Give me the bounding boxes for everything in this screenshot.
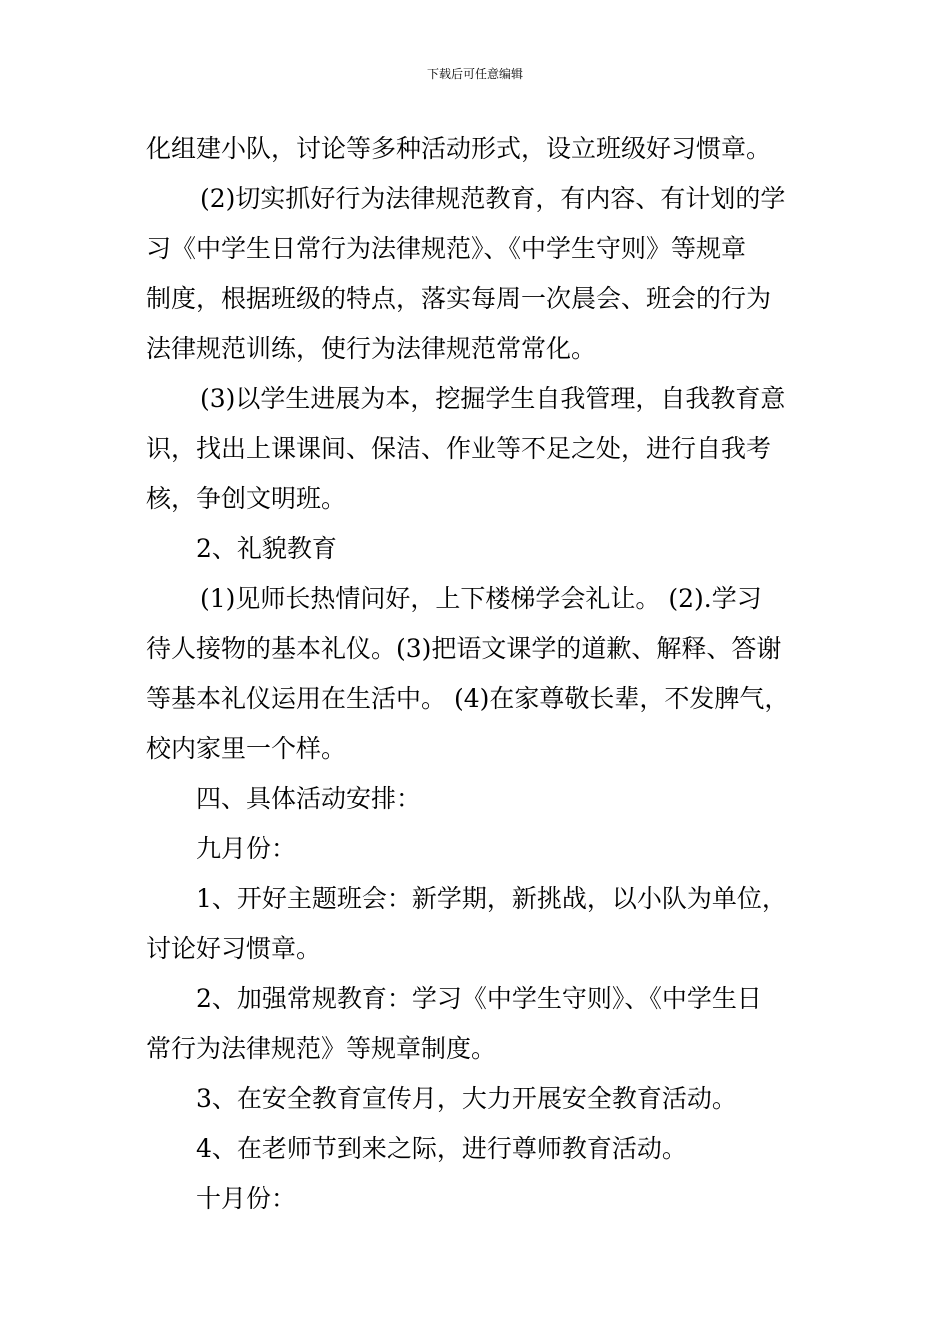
text-line: 2、加强常规教育：学习《中学生守则》、《中学生日	[196, 984, 762, 1013]
text-line: 法律规范训练，使行为法律规范常常化。	[146, 334, 597, 363]
text-line: 识，找出上课课间、保洁、作业等不足之处，进行自我考	[146, 434, 772, 463]
text-line: 习《中学生日常行为法律规范》、《中学生守则》等规章	[146, 234, 747, 263]
month-heading: 十月份：	[196, 1184, 297, 1213]
text-line: (2)切实抓好行为法律规范教育，有内容、有计划的学	[200, 184, 786, 213]
text-line: 核，争创文明班。	[146, 484, 347, 513]
month-heading: 九月份：	[196, 834, 297, 863]
text-line: 1、开好主题班会：新学期，新挑战，以小队为单位，	[196, 884, 787, 913]
text-line: (1)见师长热情问好，上下楼梯学会礼让。 (2).学习	[200, 584, 762, 613]
text-line: 制度，根据班级的特点，落实每周一次晨会、班会的行为	[146, 284, 772, 313]
text-line: 校内家里一个样。	[146, 734, 347, 763]
text-line: 讨论好习惯章。	[146, 934, 322, 963]
body-text	[146, 124, 836, 1224]
text-line: 等基本礼仪运用在生活中。 (4)在家尊敬长辈，不发脾气，	[146, 684, 790, 713]
text-line: 化组建小队，讨论等多种活动形式，设立班级好习惯章。	[146, 134, 772, 163]
section-heading: 2、礼貌教育	[196, 534, 337, 563]
section-heading: 四、具体活动安排：	[196, 784, 422, 813]
text-line: 常行为法律规范》等规章制度。	[146, 1034, 497, 1063]
text-line: 3、在安全教育宣传月，大力开展安全教育活动。	[196, 1084, 737, 1113]
text-line: 待人接物的基本礼仪。(3)把语文课学的道歉、解释、答谢	[146, 634, 782, 663]
header-note: 下载后可任意编辑	[426, 67, 523, 81]
text-line: 4、在老师节到来之际，进行尊师教育活动。	[196, 1134, 687, 1163]
text-line: (3)以学生进展为本，挖掘学生自我管理，自我教育意	[200, 384, 786, 413]
